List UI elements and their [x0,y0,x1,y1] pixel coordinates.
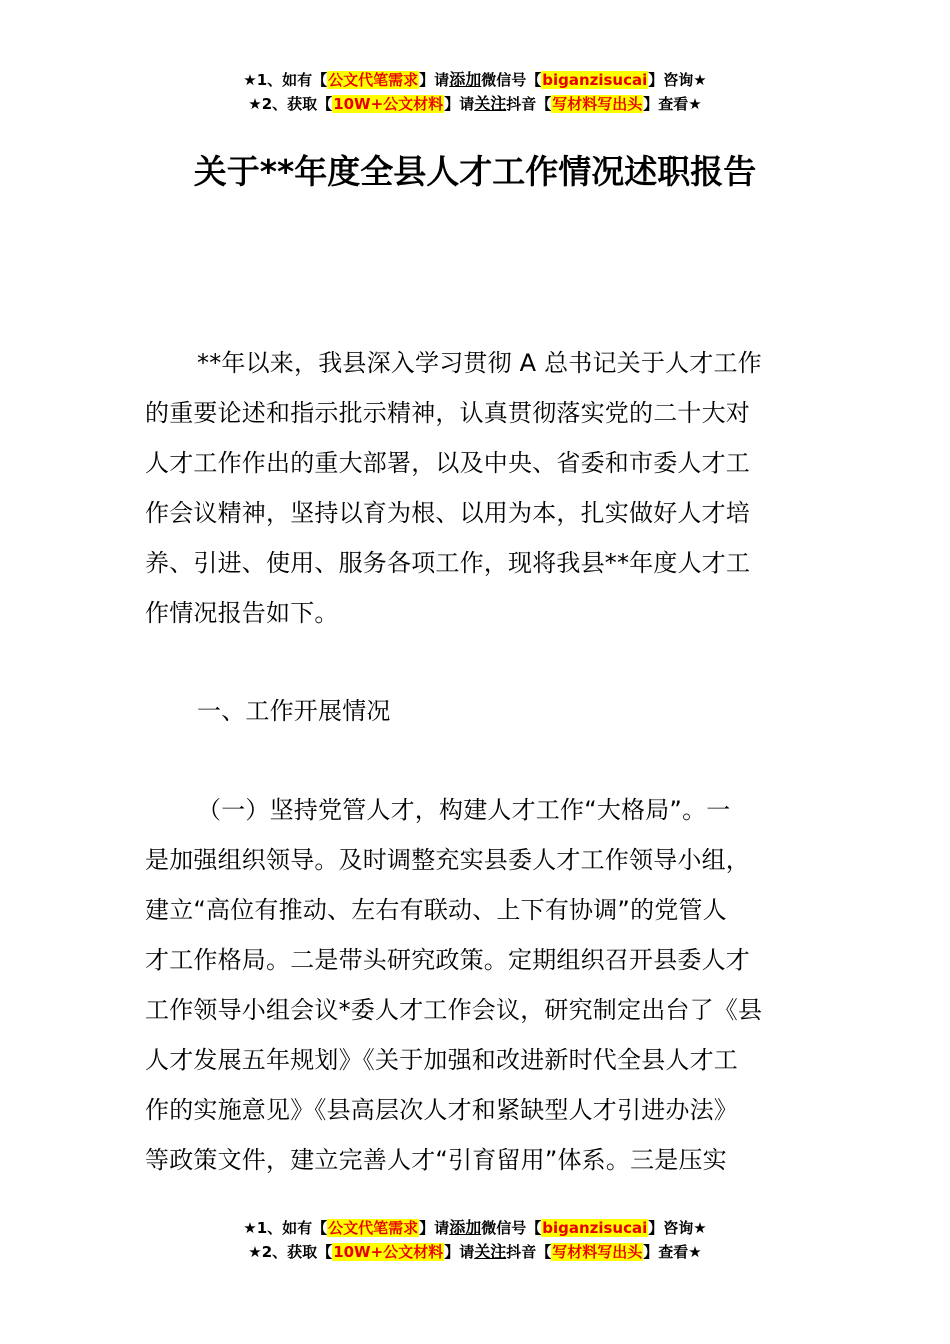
highlight-materials: 10W+公文材料 [333,1243,444,1261]
text-line: 才工作格局。二是带头研究政策。定期组织召开县委人才 [145,946,750,974]
paragraph-intro [145,338,815,638]
text-line: 等政策文件，建立完善人才“引育留用”体系。三是压实 [145,1146,727,1174]
banner-text: 】查看★ [643,95,702,113]
text-line: 人才发展五年规划》《关于加强和改进新时代全县人才工 [145,1046,738,1074]
document-title: 关于**年度全县人才工作情况述职报告 [193,152,757,191]
banner-text: 】请 [419,1219,450,1237]
banner-text: ★2、获取【 [248,95,333,113]
banner-line-1 [0,1217,950,1241]
banner-text: ★2、获取【 [248,1243,333,1261]
text-line: 作情况报告如下。 [145,599,339,627]
banner-text: 抖音【 [506,95,552,113]
banner-line-1 [0,69,950,93]
banner-text: 】咨询★ [648,1219,707,1237]
text-line: 建立“高位有推动、左右有联动、上下有协调”的党管人 [145,896,727,924]
banner-text: 微信号【 [481,1219,542,1237]
banner-text: ★1、如有【 [243,1219,328,1237]
highlight-service: 公文代笔需求 [328,71,419,89]
banner-text: 】咨询★ [648,71,707,89]
highlight-wechat-id: biganzisucai [542,1219,648,1237]
text-line: 作会议精神，坚持以育为根、以用为本，扎实做好人才培 [145,499,750,527]
heading-text: 一、工作开展情况 [197,697,391,725]
banner-text: 抖音【 [506,1243,552,1261]
highlight-douyin-account: 写材料写出头 [552,95,643,113]
banner-text: 】请 [444,95,475,113]
text-line: 是加强组织领导。及时调整充实县委人才工作领导小组， [145,846,750,874]
text-line: 作的实施意见》《县高层次人才和紧缺型人才引进办法》 [145,1096,738,1124]
banner-line-2 [0,1241,950,1265]
banner-text: ★1、如有【 [243,71,328,89]
text-line: 人才工作作出的重大部署，以及中央、省委和市委人才工 [145,449,750,477]
banner-emphasis: 添加 [449,1218,482,1237]
text-line: （一）坚持党管人才，构建人才工作“大格局”。一 [197,796,731,824]
highlight-douyin-account: 写材料写出头 [552,1243,643,1261]
text-line: 的重要论述和指示批示精神，认真贯彻落实党的二十大对 [145,399,750,427]
banner-text: 】请 [419,71,450,89]
header-banner [0,69,950,117]
highlight-service: 公文代笔需求 [328,1219,419,1237]
text-line: **年以来，我县深入学习贯彻 A 总书记关于人才工作 [197,349,762,377]
banner-text: 】请 [444,1243,475,1261]
banner-emphasis: 关注 [474,94,507,113]
banner-text: 微信号【 [481,71,542,89]
banner-emphasis: 关注 [474,1242,507,1261]
paragraph-section-1 [145,785,815,1185]
text-line: 工作领导小组会议*委人才工作会议，研究制定出台了《县 [145,996,763,1024]
banner-line-2 [0,93,950,117]
highlight-materials: 10W+公文材料 [333,95,444,113]
text-line: 养、引进、使用、服务各项工作，现将我县**年度人才工 [145,549,751,577]
banner-text: 】查看★ [643,1243,702,1261]
section-heading [145,686,815,736]
banner-emphasis: 添加 [449,70,482,89]
highlight-wechat-id: biganzisucai [542,71,648,89]
footer-banner [0,1217,950,1265]
